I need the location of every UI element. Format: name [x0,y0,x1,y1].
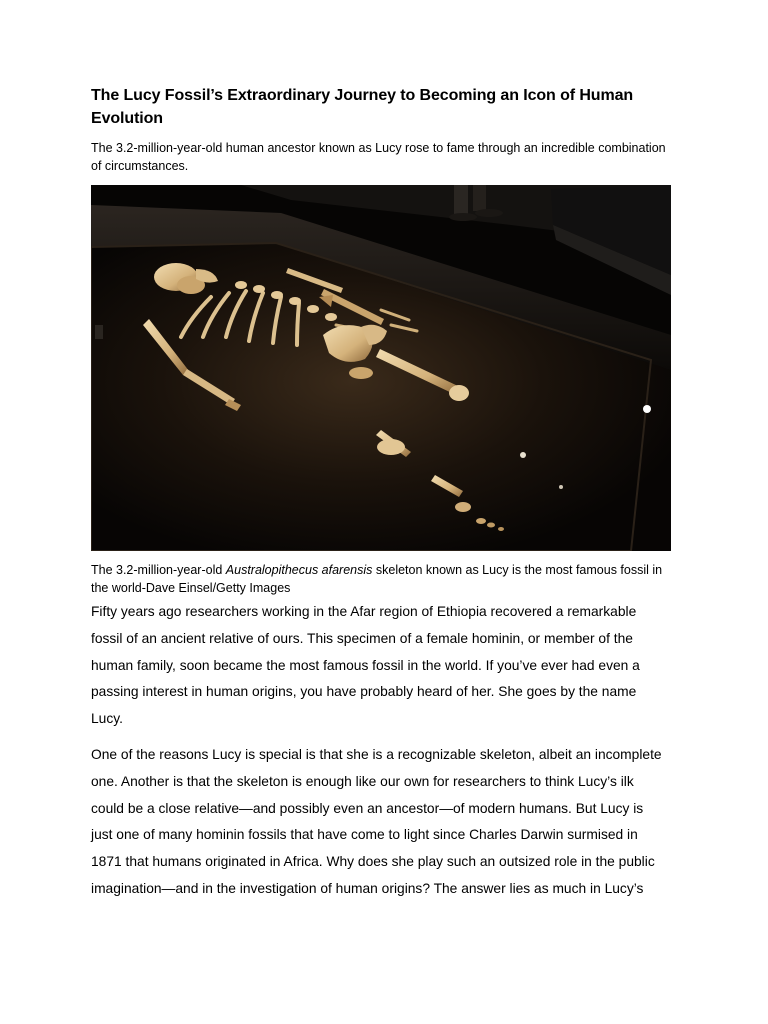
article [91,84,676,903]
caption-text-end: skeleton known as Lucy is the most famous fossil in the world-Dave Einsel/Getty Images [91,563,663,595]
lucy-skeleton-photo [91,185,671,551]
paragraph-line: could be a close relative—and possibly even an ancestor—of modern humans. But Lucy is [91,800,644,816]
body-paragraph-1 [91,599,681,733]
caption-species-name: Australopithecus afarensis [225,563,373,577]
paragraph-line: 1871 that humans originated in Africa. Why does she play such an outsized role in the public [91,854,655,870]
figure-caption [91,561,673,597]
paragraph-line: passing interest in human origins, you have probably heard of her. She goes by the name [91,684,637,700]
paragraph-line: just one of many hominin fossils that have come to light since Charles Darwin surmised in [91,827,638,843]
paragraph-line: one. Another is that the skeleton is enough like our own for researchers to think Lucy’s ilk [91,773,634,789]
paragraph-line: imagination—and in the investigation of human origins? The answer lies as much in Lucy’s [91,880,644,896]
paragraph-line: human family, soon became the most famous fossil in the world. If you’ve ever had even a [91,657,640,673]
article-title: The Lucy Fossil’s Extraordinary Journey to Becoming an Icon of Human Evolution [91,87,634,127]
paragraph-line: fossil of an ancient relative of ours. This specimen of a female hominin, or member of the [91,630,633,646]
paragraph-line: Lucy. [91,711,123,727]
body-paragraph-2 [91,742,681,903]
caption-text-start: The 3.2-million-year-old [91,563,226,577]
article-subtitle: The 3.2-million-year-old human ancestor known as Lucy rose to fame through an incredible combination of circumstances. [91,141,666,173]
paragraph-line: One of the reasons Lucy is special is that she is a recognizable skeleton, albeit an incomplete [91,746,662,762]
paragraph-line: Fifty years ago researchers working in the Afar region of Ethiopia recovered a remarkable [91,604,637,619]
